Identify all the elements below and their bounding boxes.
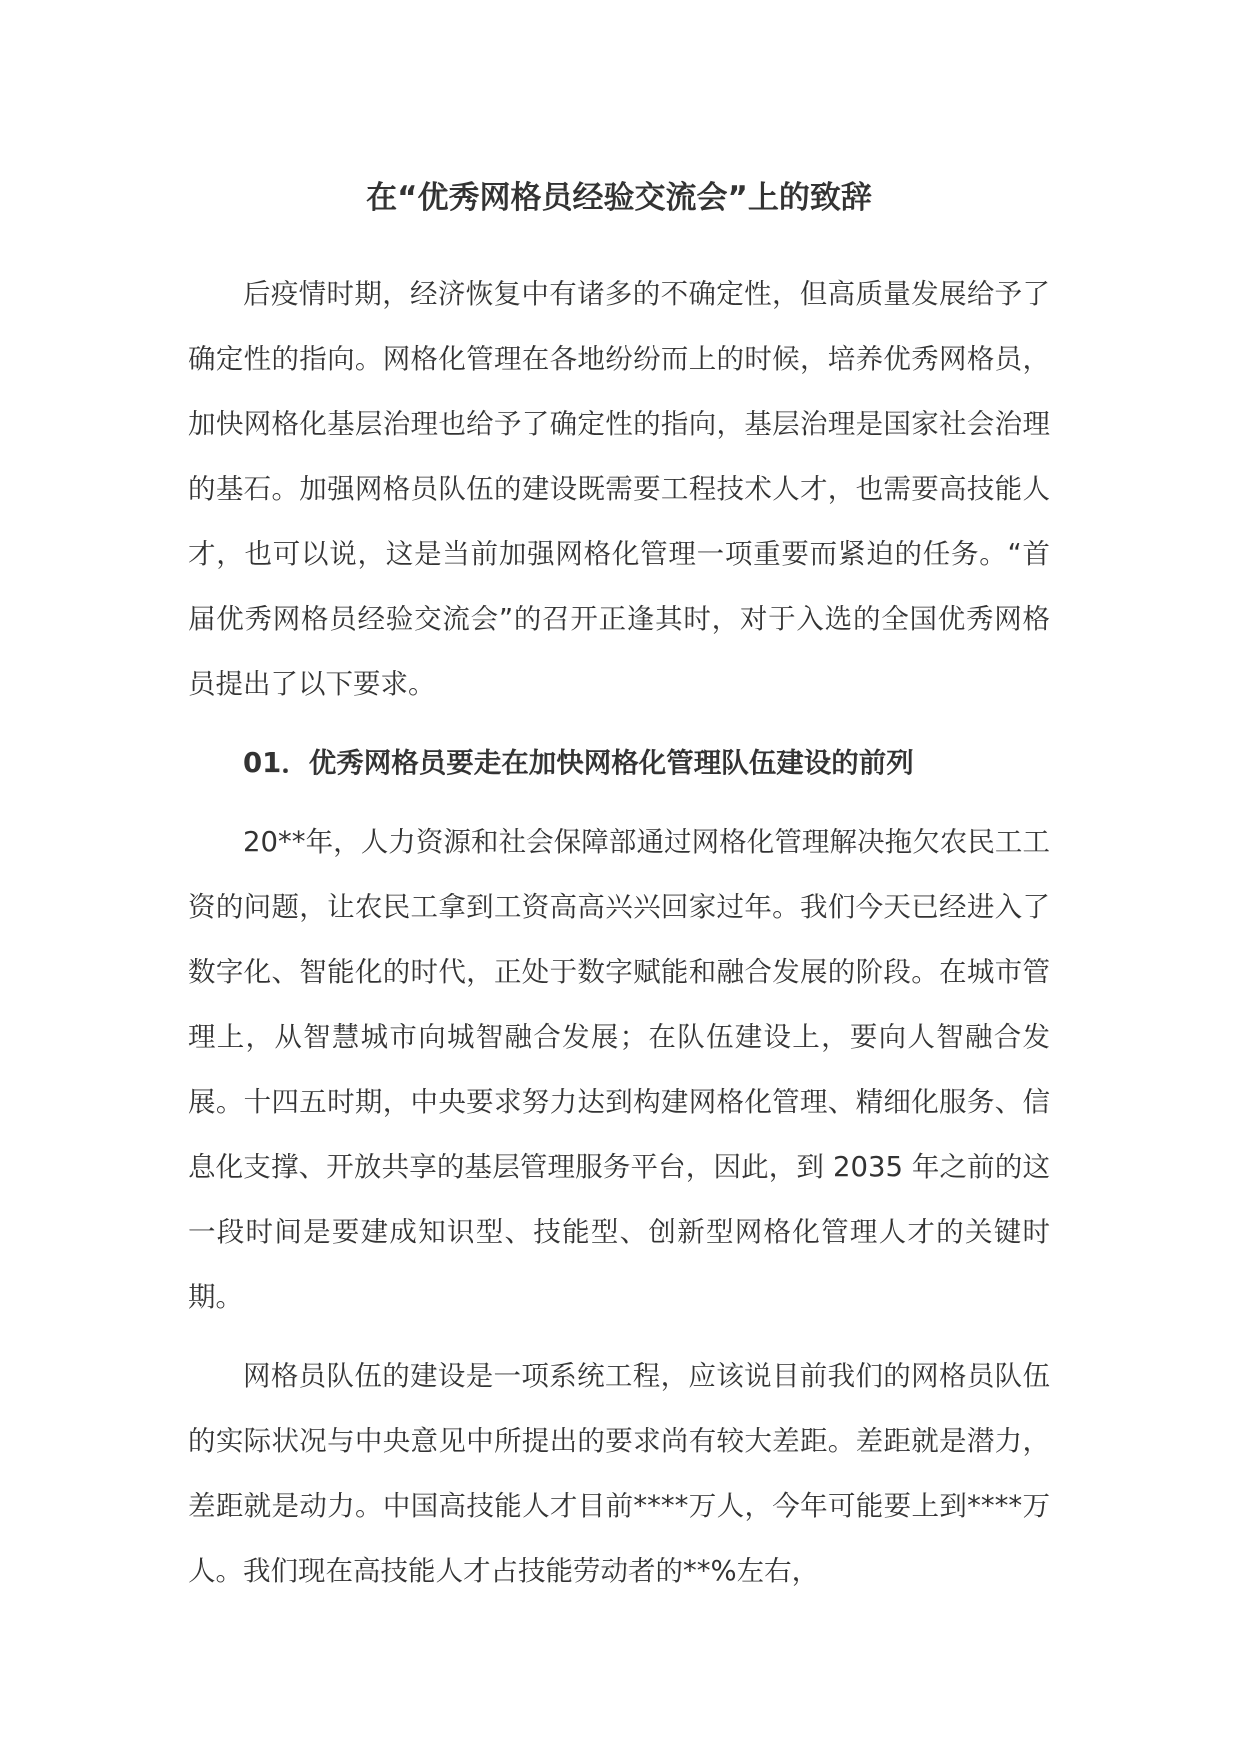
document-body	[188, 168, 1050, 1618]
document-title: 在“优秀网格员经验交流会”上的致辞	[366, 180, 872, 216]
intro-paragraph: 后疫情时期，经济恢复中有诸多的不确定性，但高质量发展给予了确定性的指向。网格化管理在各地纷纷而上的时候，培养优秀网格员，加快网格化基层治理也给予了确定性的指向，基层治理是国家社会治理的基石。加强网格员队伍的建设既需要工程技术人才，也需要高技能人才，也可以说，这是当前加强网格化管理一项重要而紧迫的任务。“首届优秀网格员经验交流会”的召开正逢其时，对于入选的全国优秀网格员提出了以下要求。	[188, 278, 1050, 700]
section-heading: 01．优秀网格员要走在加快网格化管理队伍建设的前列	[243, 747, 914, 779]
section-paragraph: 20**年，人力资源和社会保障部通过网格化管理解决拖欠农民工工资的问题，让农民工拿到工资高高兴兴回家过年。我们今天已经进入了数字化、智能化的时代，正处于数字赋能和融合发展的阶段。在城市管理上，从智慧城市向城智融合发展；在队伍建设上，要向人智融合发展。十四五时期，中央要求努力达到构建网格化管理、精细化服务、信息化支撑、开放共享的基层管理服务平台，因此，到 2035 年之前的这一段时间是要建成知识型、技能型、创新型网格化管理人才的关键时期。	[188, 826, 1050, 1313]
section-paragraph: 网格员队伍的建设是一项系统工程，应该说目前我们的网格员队伍的实际状况与中央意见中所提出的要求尚有较大差距。差距就是潜力，差距就是动力。中国高技能人才目前****万人，今年可能要上到****万人。我们现在高技能人才占技能劳动者的**%左右，	[188, 1360, 1050, 1587]
